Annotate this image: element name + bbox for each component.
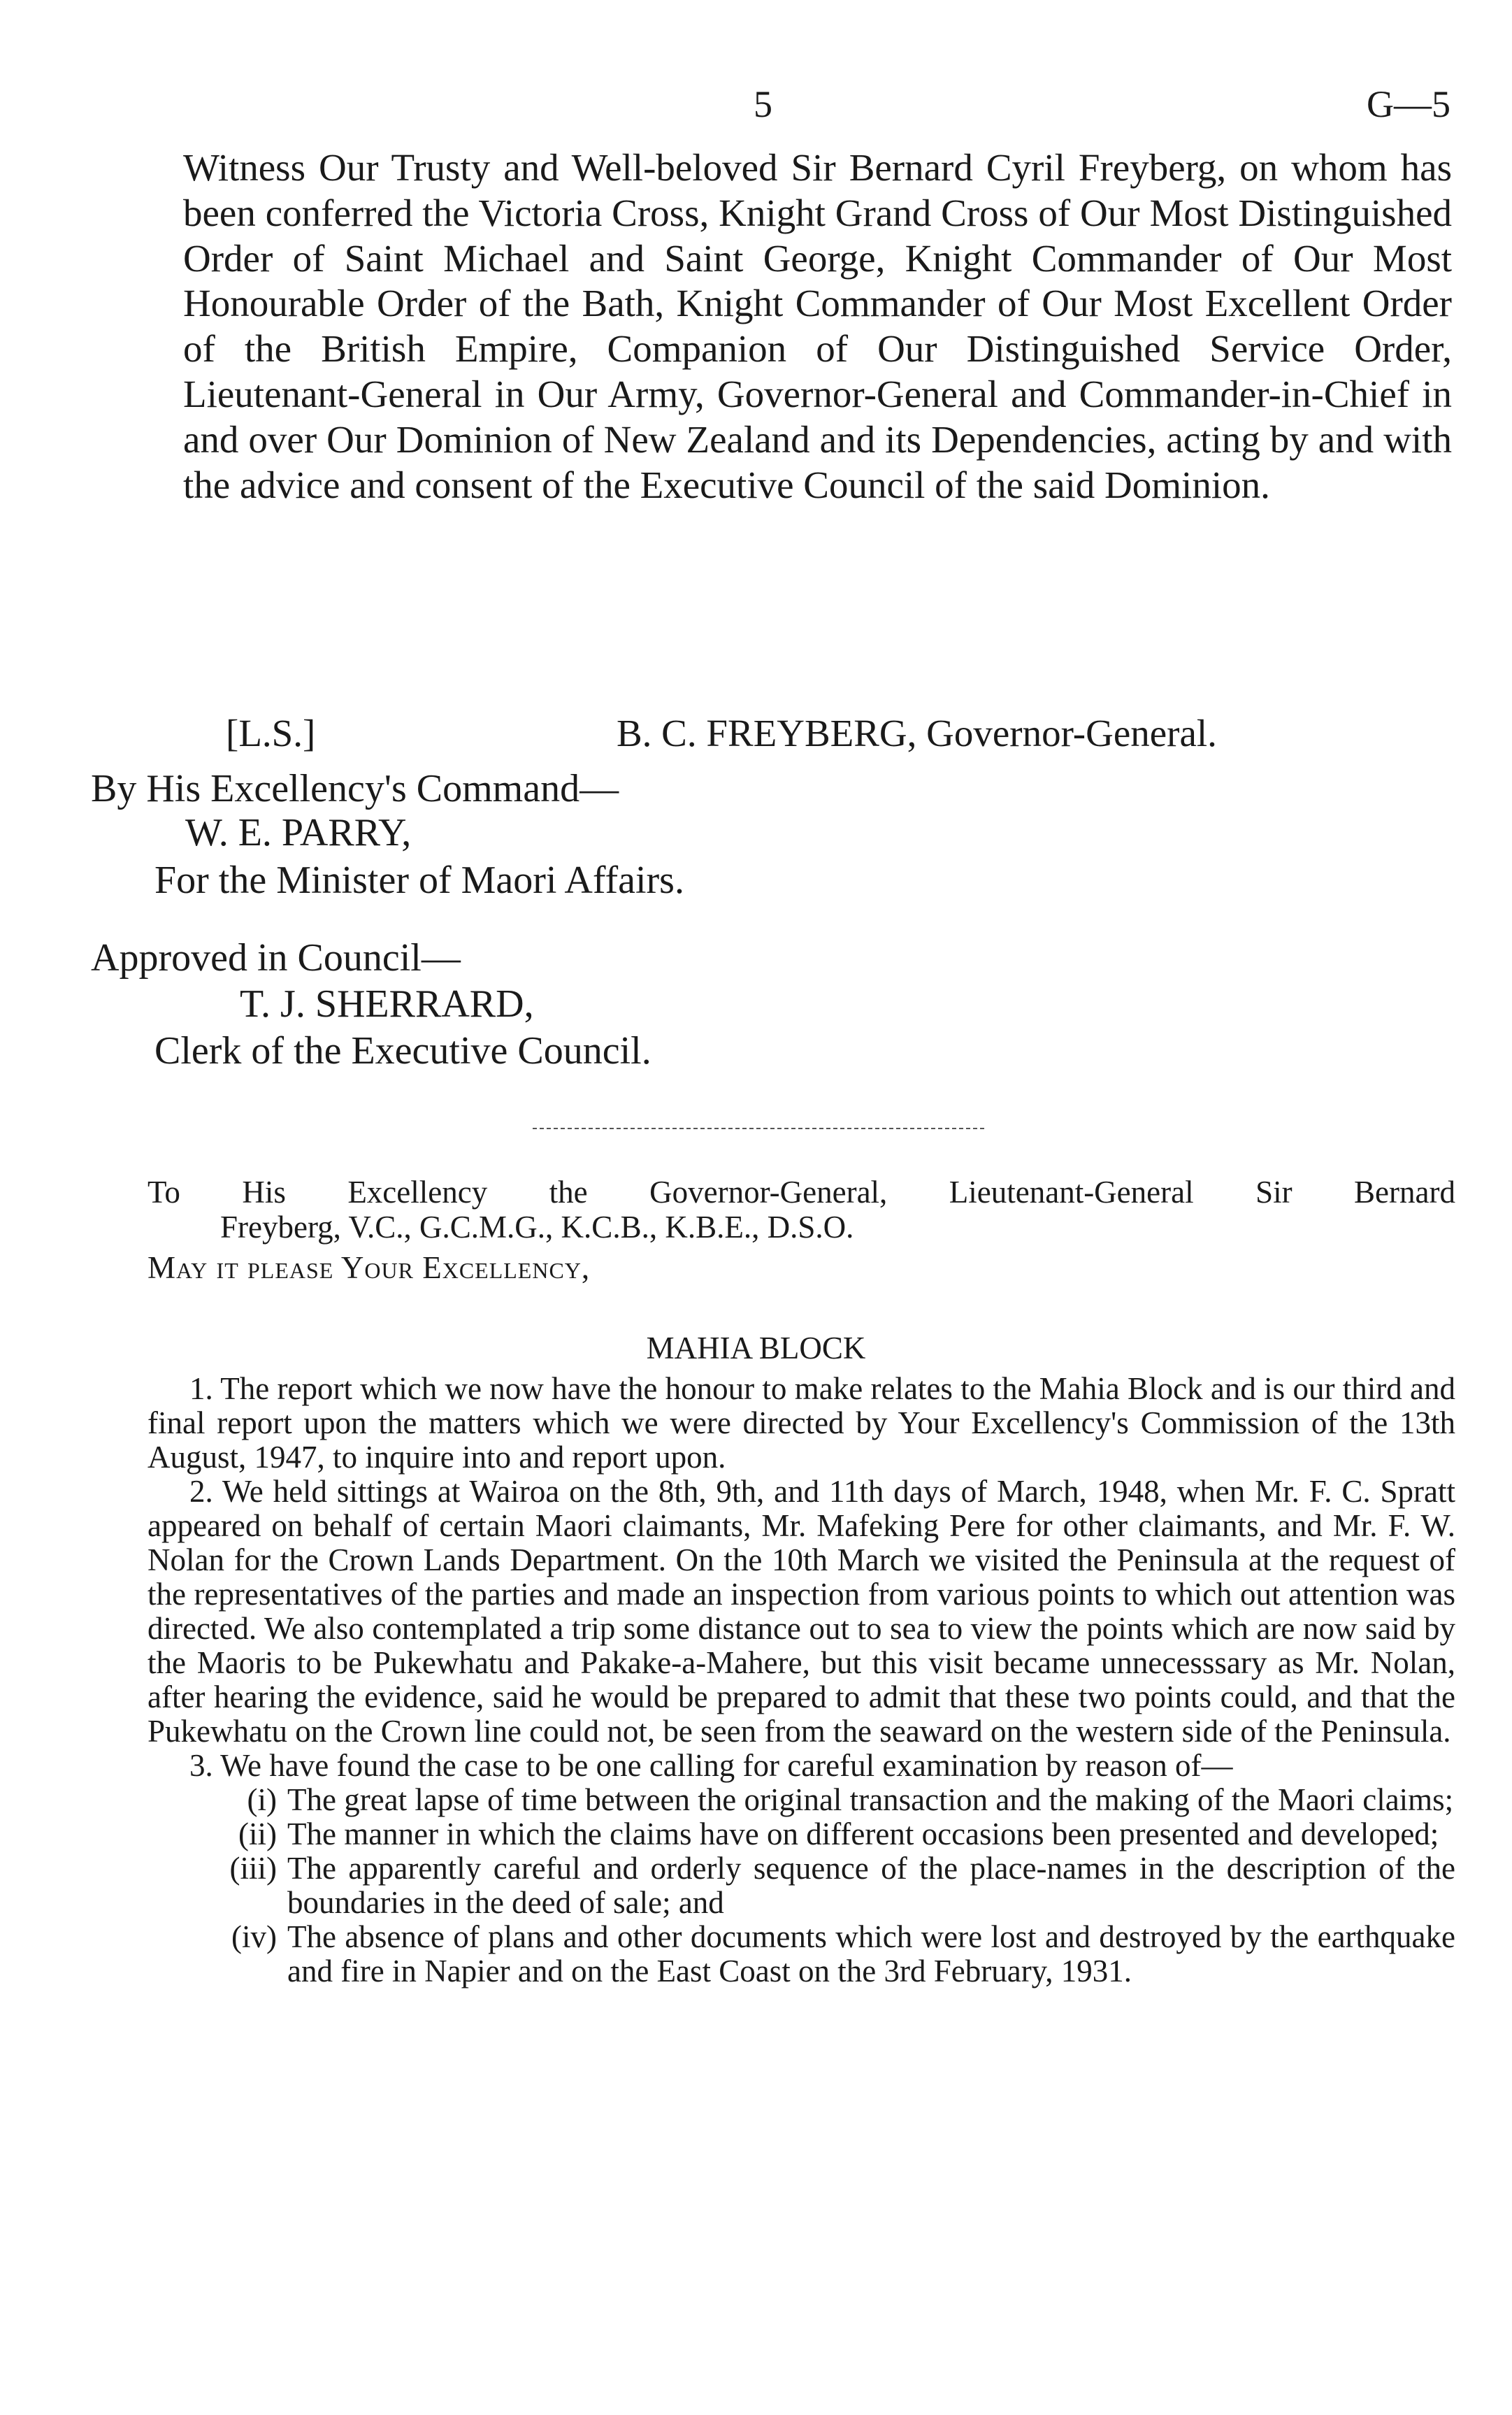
- governor-signature: B. C. FREYBERG, Governor-General.: [617, 712, 1217, 754]
- address-word: His: [242, 1175, 286, 1210]
- witness-paragraph: Witness Our Trusty and Well-beloved Sir Bernard Cyril Freyberg, on whom has been conferred the Victoria Cross, Knight Grand Cross of Our Most Distinguished Order of Saint Michael and Saint George, Knight Commander of Our Most Honourable Order of the Bath, Knight Commander of Our Most Excellent Order of the British Empire, Companion of Our Distinguished Service Order, Lieutenant-General in Our Army, Governor-General and Commander-in-Chief in and over Our Dominion of New Zealand and its Dependencies, acting by and with the advice and consent of the Executive Council of the said Dominion.: [183, 146, 1452, 506]
- list-item-number: (iii): [229, 1851, 277, 1886]
- approved-signatory: T. J. SHERRARD,: [240, 982, 534, 1026]
- list-item-number: (ii): [238, 1816, 277, 1851]
- list-item-text: The great lapse of time between the original transaction and the making of the Maori claims;: [287, 1782, 1454, 1817]
- list-item: [147, 1817, 1455, 1851]
- address-word: the: [549, 1175, 588, 1210]
- report-heading: MAHIA BLOCK: [646, 1331, 866, 1366]
- address-word: To: [147, 1175, 180, 1210]
- address-word: Excellency: [347, 1175, 488, 1210]
- address-line-1: [147, 1175, 1455, 1210]
- signature-line: [0, 711, 1512, 767]
- report-paragraph-2: 2. We held sittings at Wairoa on the 8th, 9th, and 11th days of March, 1948, when Mr. F. C. Spratt appeared on behalf of certain Maori claimants, Mr. Mafeking Pere for other claimants, and Mr. F. W. Nolan for the Crown Lands Department. On the 10th March we visited the Peninsula at the request of the representatives of the parties and made an inspection from various points to which out attention was directed. We also contemplated a trip some distance out to sea to view the points which are now said by the Maoris to be Pukewhatu and Pakake-a-Mahere, but this visit became unnecesssary as Mr. Nolan, after hearing the evidence, said he would be prepared to admit that these two points could, and that the Pukewhatu on the Crown line could not, be seen from the seaward on the western side of the Peninsula.: [147, 1474, 1455, 1749]
- section-divider: [533, 1128, 984, 1129]
- approved-title: Clerk of the Executive Council.: [154, 1029, 651, 1073]
- address-block: [147, 1175, 1455, 1245]
- reasons-list: [147, 1783, 1455, 1988]
- command-intro: By His Excellency's Command—: [91, 767, 619, 810]
- list-item-number: (i): [247, 1782, 277, 1817]
- command-signatory: W. E. PARRY,: [185, 811, 412, 854]
- report-paragraph-3: 3. We have found the case to be one calling for careful examination by reason of—: [189, 1748, 1233, 1783]
- address-word: Bernard: [1354, 1175, 1455, 1210]
- address-word: Governor-General,: [649, 1175, 888, 1210]
- list-item: [147, 1920, 1455, 1988]
- seal-mark: [L.S.]: [226, 712, 316, 754]
- approved-intro: Approved in Council—: [91, 936, 461, 980]
- list-item-number: (iv): [231, 1919, 277, 1954]
- list-item-text: The apparently careful and orderly sequence of the place-names in the description of the boundaries in the deed of sale; and: [287, 1851, 1455, 1920]
- list-item-text: The absence of plans and other documents which were lost and destroyed by the earthquake and fire in Napier and on the East Coast on the 3rd February, 1931.: [287, 1919, 1455, 1988]
- address-word: Lieutenant-General: [949, 1175, 1194, 1210]
- page-number: 5: [754, 83, 772, 125]
- address-word: Sir: [1255, 1175, 1293, 1210]
- page-header: [0, 83, 1512, 138]
- report-paragraph-1: 1. The report which we now have the honour to make relates to the Mahia Block and is our third and final report upon the matters which we were directed by Your Excellency's Commission of the 13th August, 1947, to inquire into and report upon.: [147, 1371, 1455, 1475]
- list-item: [147, 1851, 1455, 1920]
- salutation: May it please Your Excellency,: [147, 1250, 591, 1285]
- address-line-2: Freyberg, V.C., G.C.M.G., K.C.B., K.B.E., D.S.O.: [220, 1210, 854, 1245]
- list-item: [147, 1783, 1455, 1817]
- list-item-text: The manner in which the claims have on different occasions been presented and developed;: [287, 1816, 1439, 1851]
- document-reference: G—5: [1367, 83, 1450, 125]
- command-title: For the Minister of Maori Affairs.: [154, 859, 684, 902]
- report-body: [147, 1372, 1455, 1988]
